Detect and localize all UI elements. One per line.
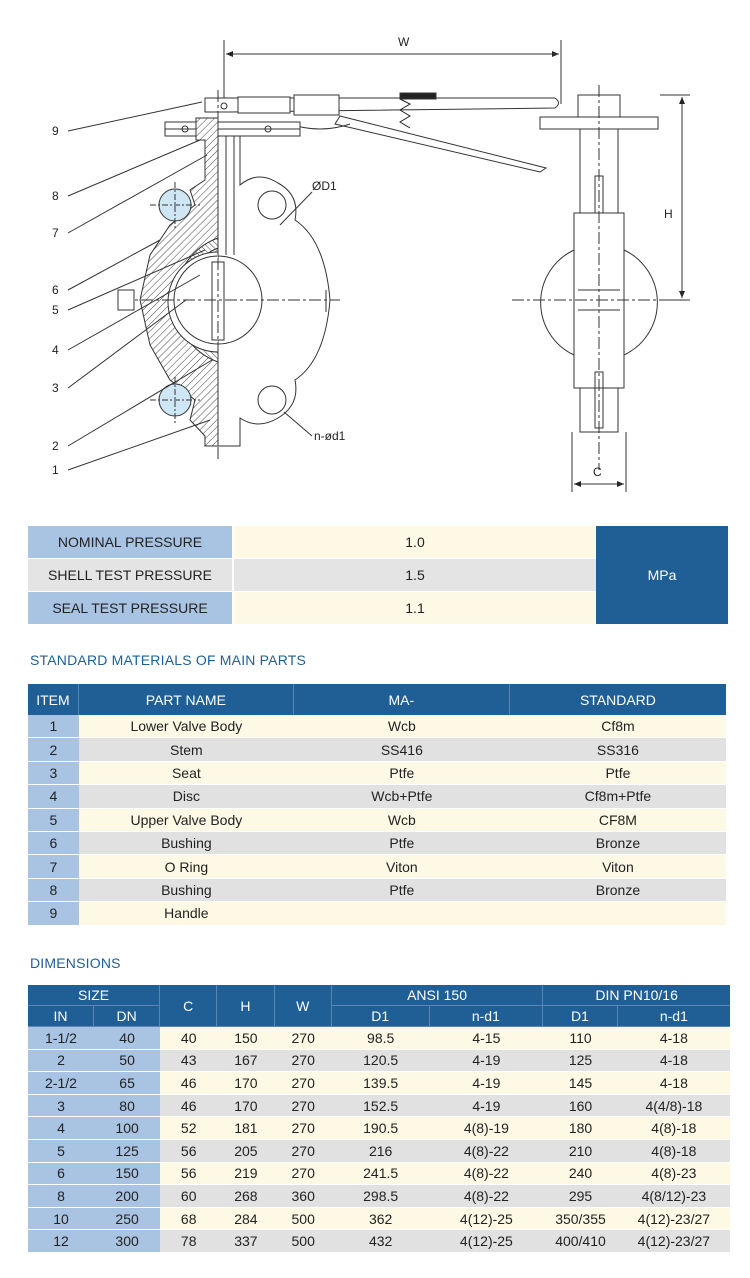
dimensions-cell-w: 500 [275,1208,332,1231]
dimensions-cell-ansi-nd1: 4-19 [430,1050,544,1073]
materials-cell-part-name: Bushing [79,879,294,902]
materials-cell-material: SS416 [294,738,510,761]
dimensions-title: DIMENSIONS [30,955,121,971]
materials-row [28,809,726,832]
dimensions-cell-ansi-nd1: 4-15 [430,1027,544,1050]
header-ansi-d1: D1 [332,1006,430,1027]
pressure-value: 1.0 [234,526,596,558]
materials-cell-material [294,902,510,925]
pressure-value: 1.1 [234,592,596,624]
pressure-row-seal [28,592,596,624]
dimensions-cell-h: 219 [217,1163,274,1186]
dimensions-header-row-2 [28,1006,730,1027]
materials-cell-standard: Cf8m+Ptfe [510,785,726,808]
dimensions-cell-h: 150 [217,1027,274,1050]
materials-cell-item: 9 [28,902,79,925]
dimension-nd1-label: n-ød1 [314,429,346,443]
materials-cell-material: Viton [294,855,510,878]
header-dn: DN [94,1006,160,1027]
dimensions-row [28,1140,730,1163]
dimensions-cell-c: 43 [160,1050,217,1073]
dimensions-row [28,1230,730,1253]
dimensions-cell-ansi-nd1: 4(8)-19 [430,1117,544,1140]
dimensions-row [28,1163,730,1186]
pressure-label: SHELL TEST PRESSURE [28,559,232,591]
materials-cell-material: Ptfe [294,832,510,855]
dimensions-cell-h: 268 [217,1185,274,1208]
materials-cell-part-name: Disc [79,785,294,808]
materials-header-row [28,684,726,715]
dimensions-cell-in: 6 [28,1163,94,1186]
dimensions-cell-ansi-d1: 190.5 [332,1117,430,1140]
dimensions-cell-h: 170 [217,1072,274,1095]
dimensions-cell-ansi-d1: 139.5 [332,1072,430,1095]
dimensions-cell-in: 10 [28,1208,94,1231]
materials-title: STANDARD MATERIALS OF MAIN PARTS [30,652,307,668]
materials-cell-standard: Viton [510,855,726,878]
materials-cell-part-name: Handle [79,902,294,925]
dimensions-row [28,1095,730,1118]
dimensions-cell-dn: 200 [94,1185,160,1208]
pressure-value: 1.5 [234,559,596,591]
dimensions-cell-w: 360 [275,1185,332,1208]
dimensions-cell-din-d1: 350/355 [543,1208,618,1231]
dimensions-cell-din-d1: 160 [543,1095,618,1118]
dimensions-row [28,1027,730,1050]
dimensions-cell-din-nd1: 4(8)-18 [618,1140,730,1163]
dimensions-cell-c: 78 [160,1230,217,1253]
materials-cell-part-name: Bushing [79,832,294,855]
dimensions-cell-dn: 80 [94,1095,160,1118]
dimensions-cell-c: 46 [160,1095,217,1118]
dimensions-cell-dn: 100 [94,1117,160,1140]
dimensions-table [28,985,730,1253]
materials-table [28,684,726,926]
dimensions-cell-ansi-nd1: 4(12)-25 [430,1230,544,1253]
dimensions-cell-dn: 125 [94,1140,160,1163]
materials-row [28,855,726,878]
dimensions-cell-w: 270 [275,1140,332,1163]
materials-cell-material: Wcb+Ptfe [294,785,510,808]
materials-cell-standard: Cf8m [510,715,726,738]
dimensions-cell-din-nd1: 4-18 [618,1072,730,1095]
dimensions-cell-in: 5 [28,1140,94,1163]
dimensions-row [28,1117,730,1140]
materials-cell-part-name: Upper Valve Body [79,809,294,832]
dimensions-cell-c: 56 [160,1140,217,1163]
callout-1: 1 [52,463,59,477]
dimensions-cell-din-nd1: 4(8)-23 [618,1163,730,1186]
dimensions-cell-c: 40 [160,1027,217,1050]
dimensions-row [28,1185,730,1208]
dimension-c-label: C [593,465,602,479]
materials-row [28,738,726,761]
callout-5: 5 [52,303,59,317]
dimensions-cell-w: 270 [275,1095,332,1118]
dimensions-cell-din-d1: 180 [543,1117,618,1140]
pressure-label: NOMINAL PRESSURE [28,526,232,558]
dimensions-cell-ansi-nd1: 4(8)-22 [430,1140,544,1163]
dimensions-cell-din-d1: 210 [543,1140,618,1163]
dimensions-cell-ansi-d1: 216 [332,1140,430,1163]
dimensions-cell-din-nd1: 4(4/8)-18 [618,1095,730,1118]
dimensions-cell-in: 12 [28,1230,94,1253]
dimensions-cell-din-d1: 240 [543,1163,618,1186]
dimensions-cell-ansi-nd1: 4-19 [430,1095,544,1118]
materials-cell-standard: SS316 [510,738,726,761]
dimensions-cell-din-nd1: 4(8)-18 [618,1117,730,1140]
materials-cell-item: 8 [28,879,79,902]
header-w: W [275,985,332,1027]
dimension-d1-label: ØD1 [312,179,337,193]
materials-cell-standard [510,902,726,925]
dimensions-cell-ansi-nd1: 4(8)-22 [430,1163,544,1186]
callout-7: 7 [52,226,59,240]
dimensions-cell-w: 500 [275,1230,332,1253]
materials-cell-part-name: Stem [79,738,294,761]
pressure-row-shell [28,559,596,591]
dimension-w-label: W [398,35,410,49]
materials-cell-item: 5 [28,809,79,832]
materials-row [28,785,726,808]
materials-cell-item: 7 [28,855,79,878]
header-size: SIZE [28,985,160,1006]
dimensions-cell-ansi-nd1: 4(8)-22 [430,1185,544,1208]
header-in: IN [28,1006,94,1027]
dimensions-cell-ansi-d1: 98.5 [332,1027,430,1050]
materials-cell-material: Wcb [294,715,510,738]
dimensions-cell-w: 270 [275,1027,332,1050]
dimensions-cell-ansi-d1: 120.5 [332,1050,430,1073]
header-h: H [217,985,274,1027]
materials-cell-item: 3 [28,762,79,785]
materials-cell-standard: Ptfe [510,762,726,785]
materials-row [28,762,726,785]
materials-cell-standard: Bronze [510,832,726,855]
materials-cell-standard: CF8M [510,809,726,832]
dimensions-cell-ansi-nd1: 4-19 [430,1072,544,1095]
dimensions-cell-ansi-nd1: 4(12)-25 [430,1208,544,1231]
dimensions-cell-c: 60 [160,1185,217,1208]
dimensions-cell-h: 205 [217,1140,274,1163]
materials-cell-item: 4 [28,785,79,808]
dimensions-cell-dn: 150 [94,1163,160,1186]
dimensions-cell-h: 170 [217,1095,274,1118]
dimensions-cell-din-nd1: 4-18 [618,1027,730,1050]
dimensions-cell-c: 52 [160,1117,217,1140]
dimensions-cell-dn: 250 [94,1208,160,1231]
dimensions-cell-in: 1-1/2 [28,1027,94,1050]
header-part-name: PART NAME [79,684,294,715]
materials-cell-part-name: Seat [79,762,294,785]
dimensions-cell-in: 8 [28,1185,94,1208]
materials-row [28,879,726,902]
dimensions-cell-w: 270 [275,1117,332,1140]
header-ansi-nd1: n-d1 [430,1006,544,1027]
materials-cell-standard: Bronze [510,879,726,902]
callout-9: 9 [52,124,59,138]
header-standard: STANDARD [510,684,726,715]
dimension-h-label: H [664,207,673,221]
callout-8: 8 [52,189,59,203]
header-material: MA- [294,684,510,715]
dimensions-cell-h: 284 [217,1208,274,1231]
dimensions-header-row-1 [28,985,730,1006]
materials-cell-material: Wcb [294,809,510,832]
dimensions-cell-ansi-d1: 241.5 [332,1163,430,1186]
materials-cell-item: 1 [28,715,79,738]
header-din-d1: D1 [543,1006,618,1027]
dimensions-cell-din-d1: 110 [543,1027,618,1050]
pressure-unit: MPa [596,526,728,624]
pressure-row-nominal [28,526,596,558]
dimensions-cell-in: 3 [28,1095,94,1118]
pressure-label: SEAL TEST PRESSURE [28,592,232,624]
materials-cell-part-name: Lower Valve Body [79,715,294,738]
dimensions-cell-w: 270 [275,1163,332,1186]
materials-row [28,832,726,855]
callout-3: 3 [52,381,59,395]
dimensions-cell-ansi-d1: 362 [332,1208,430,1231]
header-din-nd1: n-d1 [618,1006,730,1027]
dimensions-cell-in: 2 [28,1050,94,1073]
materials-row [28,715,726,738]
dimensions-cell-c: 56 [160,1163,217,1186]
dimensions-cell-dn: 300 [94,1230,160,1253]
valve-technical-drawing [0,0,750,500]
dimensions-cell-ansi-d1: 298.5 [332,1185,430,1208]
dimensions-cell-dn: 65 [94,1072,160,1095]
dimensions-cell-dn: 40 [94,1027,160,1050]
dimensions-cell-din-nd1: 4(12)-23/27 [618,1230,730,1253]
materials-cell-part-name: O Ring [79,855,294,878]
callout-6: 6 [52,283,59,297]
materials-row [28,902,726,925]
dimensions-cell-w: 270 [275,1050,332,1073]
dimensions-cell-h: 337 [217,1230,274,1253]
dimensions-cell-din-d1: 400/410 [543,1230,618,1253]
dimensions-cell-din-d1: 145 [543,1072,618,1095]
dimensions-cell-dn: 50 [94,1050,160,1073]
dimensions-cell-h: 167 [217,1050,274,1073]
header-item: ITEM [28,684,79,715]
dimensions-cell-c: 68 [160,1208,217,1231]
materials-cell-material: Ptfe [294,762,510,785]
dimensions-cell-ansi-d1: 432 [332,1230,430,1253]
dimensions-cell-in: 4 [28,1117,94,1140]
dimensions-cell-din-nd1: 4-18 [618,1050,730,1073]
materials-cell-item: 2 [28,738,79,761]
dimensions-cell-ansi-d1: 152.5 [332,1095,430,1118]
callout-2: 2 [52,439,59,453]
dimensions-row [28,1050,730,1073]
materials-cell-material: Ptfe [294,879,510,902]
header-c: C [160,985,217,1027]
dimensions-cell-in: 2-1/2 [28,1072,94,1095]
dimensions-cell-din-nd1: 4(12)-23/27 [618,1208,730,1231]
header-din: DIN PN10/16 [543,985,730,1006]
dimensions-cell-h: 181 [217,1117,274,1140]
dimensions-cell-w: 270 [275,1072,332,1095]
callout-4: 4 [52,343,59,357]
pressure-table [28,526,728,624]
dimensions-cell-din-d1: 295 [543,1185,618,1208]
materials-cell-item: 6 [28,832,79,855]
header-ansi: ANSI 150 [332,985,543,1006]
dimensions-row [28,1208,730,1231]
dimensions-cell-c: 46 [160,1072,217,1095]
dimensions-cell-din-d1: 125 [543,1050,618,1073]
dimensions-cell-din-nd1: 4(8/12)-23 [618,1185,730,1208]
dimensions-row [28,1072,730,1095]
